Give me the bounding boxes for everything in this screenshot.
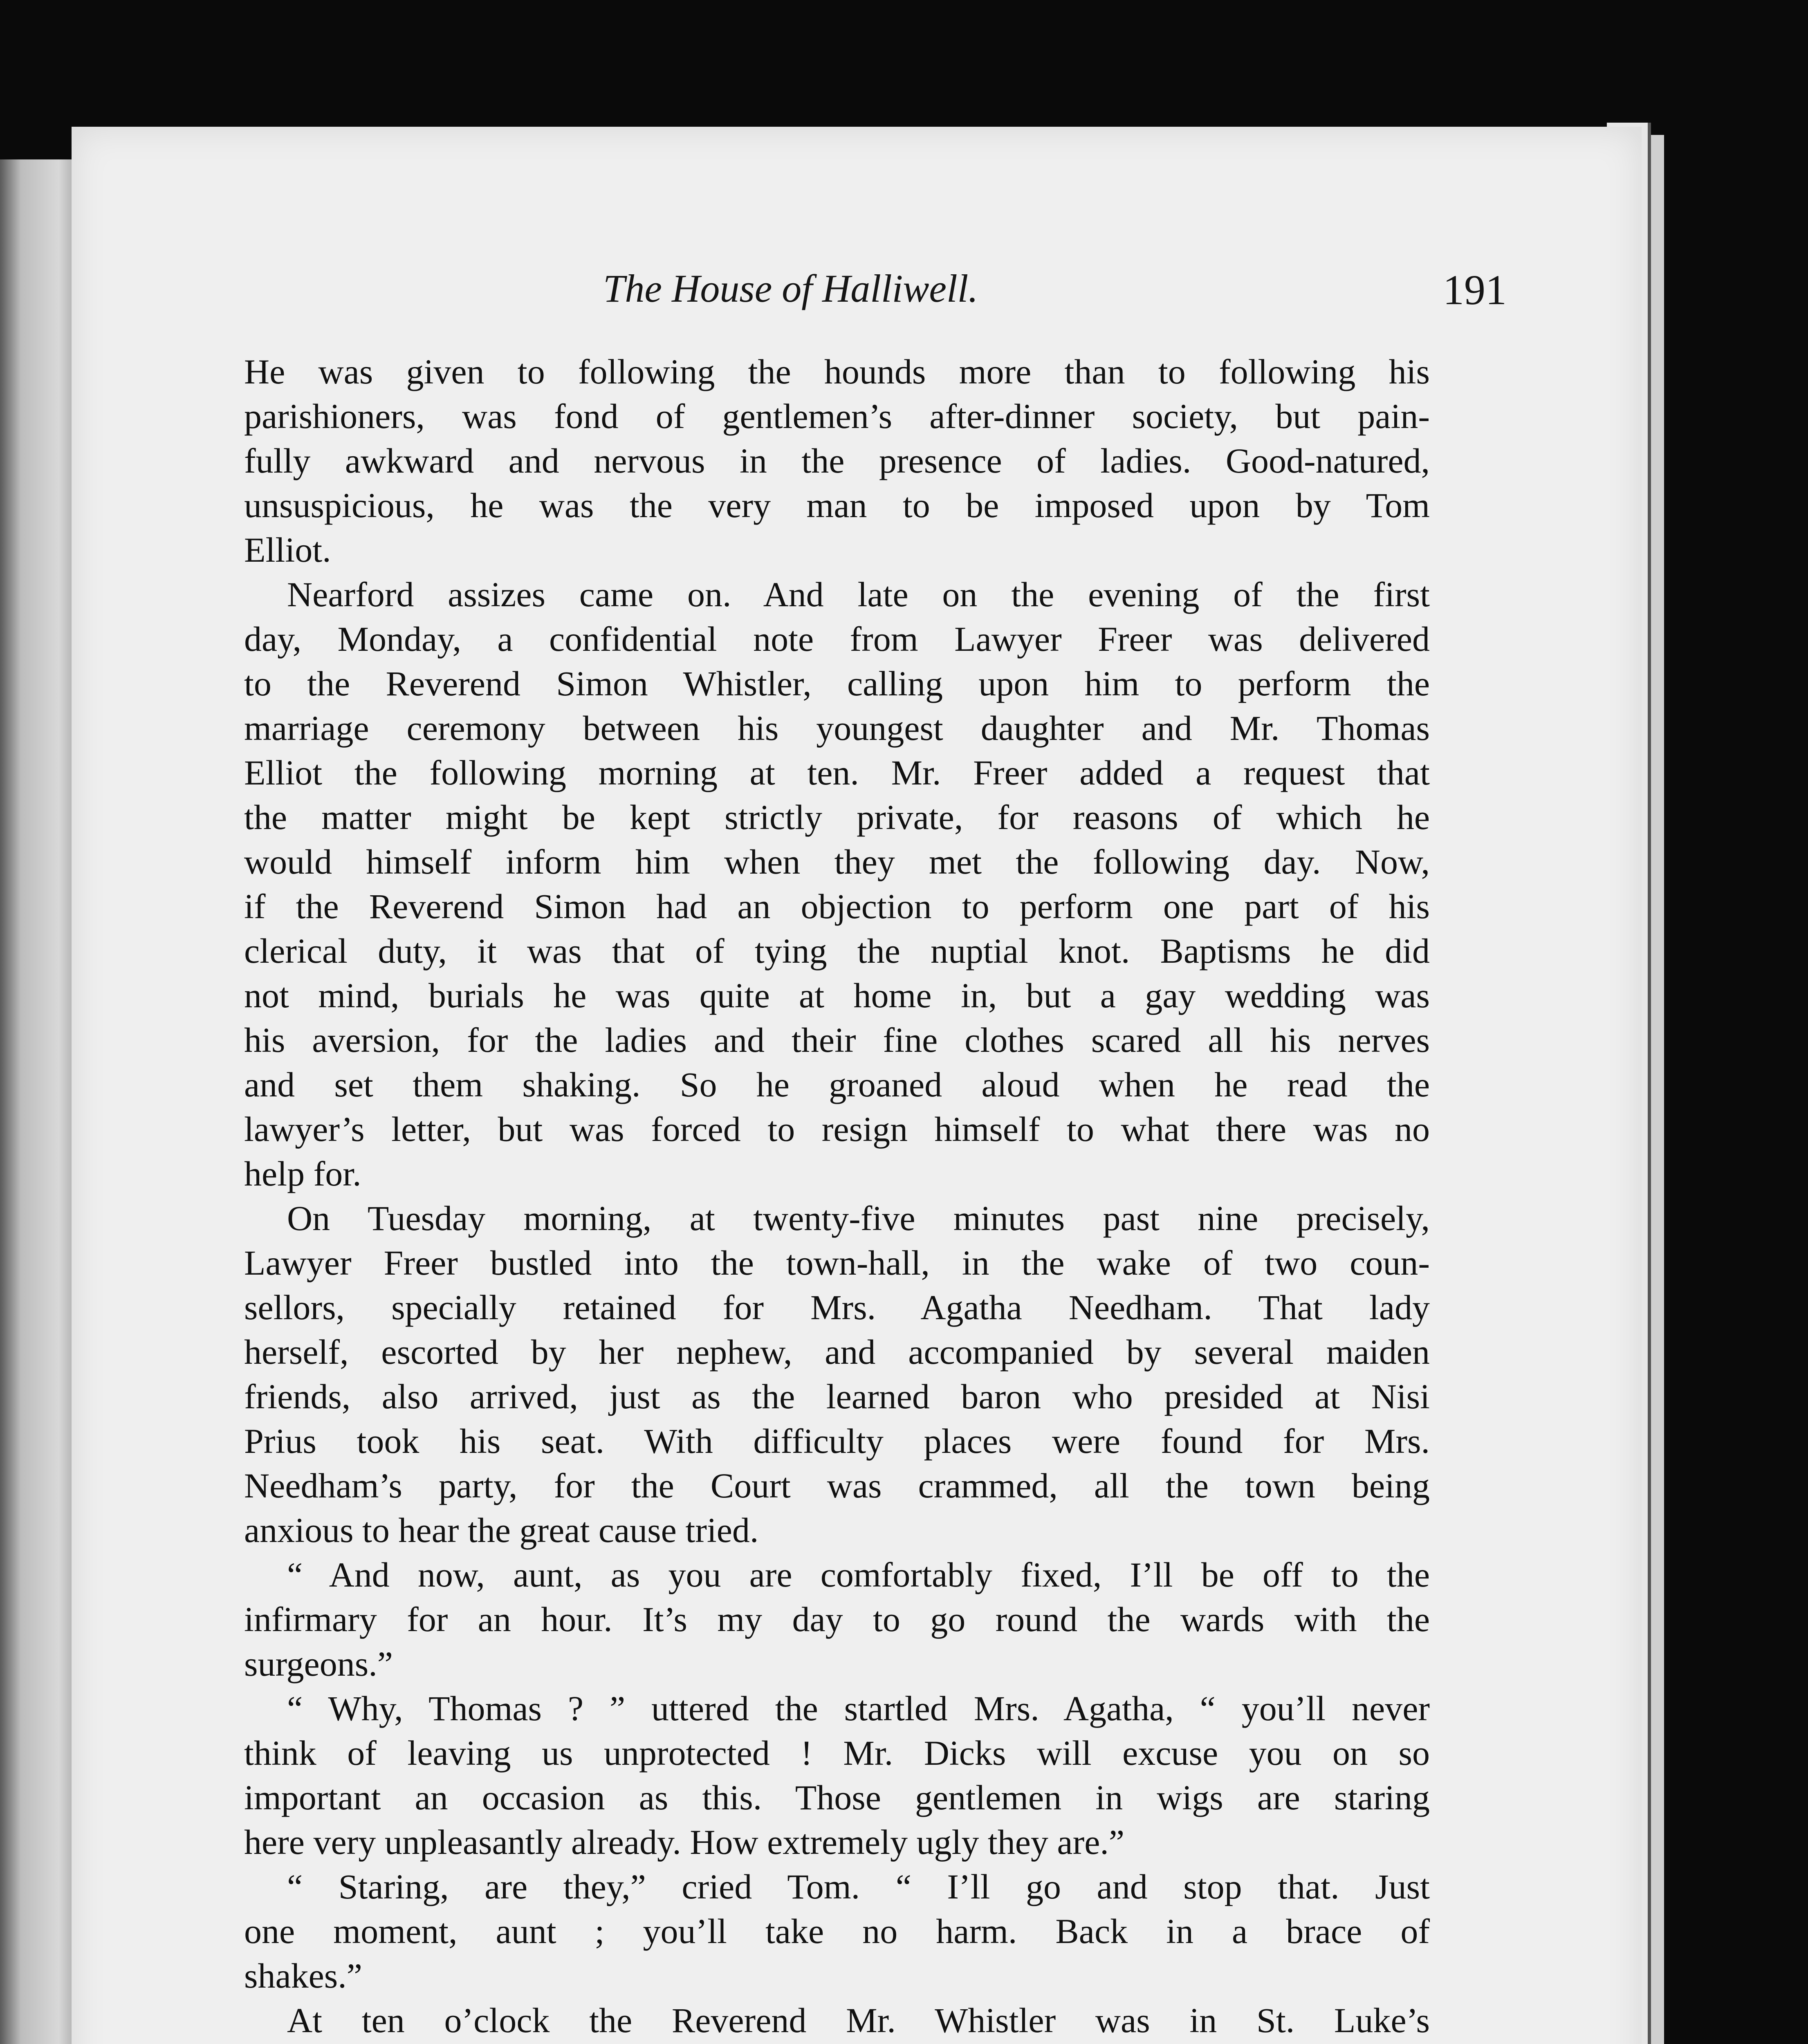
text-line: Lawyer Freer bustled into the town-hall, in the wake of two coun- [244,1243,1430,1282]
text-line: day, Monday, a confidential note from Lawyer Freer was delivered [244,619,1430,659]
text-line: fully awkward and nervous in the presence of ladies. Good-natured, [244,441,1430,480]
text-line: At ten o’clock the Reverend Mr. Whistler was in St. Luke’s [287,2001,1430,2040]
body-text [244,350,1430,2044]
text-line: his aversion, for the ladies and their fine clothes scared all his nerves [244,1020,1430,1060]
text-line: think of leaving us unprotected ! Mr. Dicks will excuse you on so [244,1733,1430,1773]
text-line: to the Reverend Simon Whistler, calling upon him to perform the [244,664,1430,703]
text-line: Nearford assizes came on. And late on the evening of the first [287,575,1430,614]
text-line: not mind, burials he was quite at home in, but a gay wedding was [244,976,1430,1015]
text-line: Needham’s party, for the Court was crammed, all the town being [244,1466,1430,1505]
text-line: here very unpleasantly already. How extremely ugly they are.” [244,1822,1125,1862]
text-line: surgeons.” [244,1644,393,1683]
text-line: marriage ceremony between his youngest daughter and Mr. Thomas [244,708,1430,748]
running-title: The House of Halliwell. [603,267,978,310]
text-line: if the Reverend Simon had an objection to perform one part of his [244,887,1430,926]
text-line: “ Staring, are they,” cried Tom. “ I’ll go and stop that. Just [287,1867,1430,1906]
text-line: one moment, aunt ; you’ll take no harm. Back in a brace of [244,1912,1430,1951]
text-line: “ Why, Thomas ? ” uttered the startled Mrs. Agatha, “ you’ll never [287,1689,1430,1728]
text-line: would himself inform him when they met the following day. Now, [244,842,1430,881]
text-line: Elliot. [244,530,331,569]
text-line: herself, escorted by her nephew, and accompanied by several maiden [244,1332,1430,1372]
page-number: 191 [1443,267,1507,314]
text-line: important an occasion as this. Those gentlemen in wigs are staring [244,1778,1430,1817]
text-line: and set them shaking. So he groaned aloud when he read the [244,1065,1430,1104]
text-line: He was given to following the hounds more than to following his [244,352,1430,391]
text-line: lawyer’s letter, but was forced to resign himself to what there was no [244,1109,1430,1149]
text-line: Elliot the following morning at ten. Mr. Freer added a request that [244,753,1430,792]
text-line: clerical duty, it was that of tying the nuptial knot. Baptisms he did [244,931,1430,970]
text-line: On Tuesday morning, at twenty-five minutes past nine precisely, [287,1199,1430,1238]
text-line: the matter might be kept strictly private, for reasons of which he [244,798,1430,837]
text-line: help for. [244,1154,361,1193]
text-line: infirmary for an hour. It’s my day to go round the wards with the [244,1600,1430,1639]
text-line: shakes.” [244,1956,362,1995]
book-page [72,127,1642,2044]
text-line: unsuspicious, he was the very man to be imposed upon by Tom [244,486,1430,525]
text-line: parishioners, was fond of gentlemen’s after-dinner society, but pain- [244,397,1430,436]
text-line: anxious to hear the great cause tried. [244,1511,759,1550]
text-line: “ And now, aunt, as you are comfortably fixed, I’ll be off to the [287,1555,1430,1594]
running-header [72,266,1642,327]
text-line: sellors, specially retained for Mrs. Agatha Needham. That lady [244,1288,1430,1327]
text-line: Prius took his seat. With difficulty places were found for Mrs. [244,1421,1430,1461]
text-line: friends, also arrived, just as the learned baron who presided at Nisi [244,1377,1430,1416]
